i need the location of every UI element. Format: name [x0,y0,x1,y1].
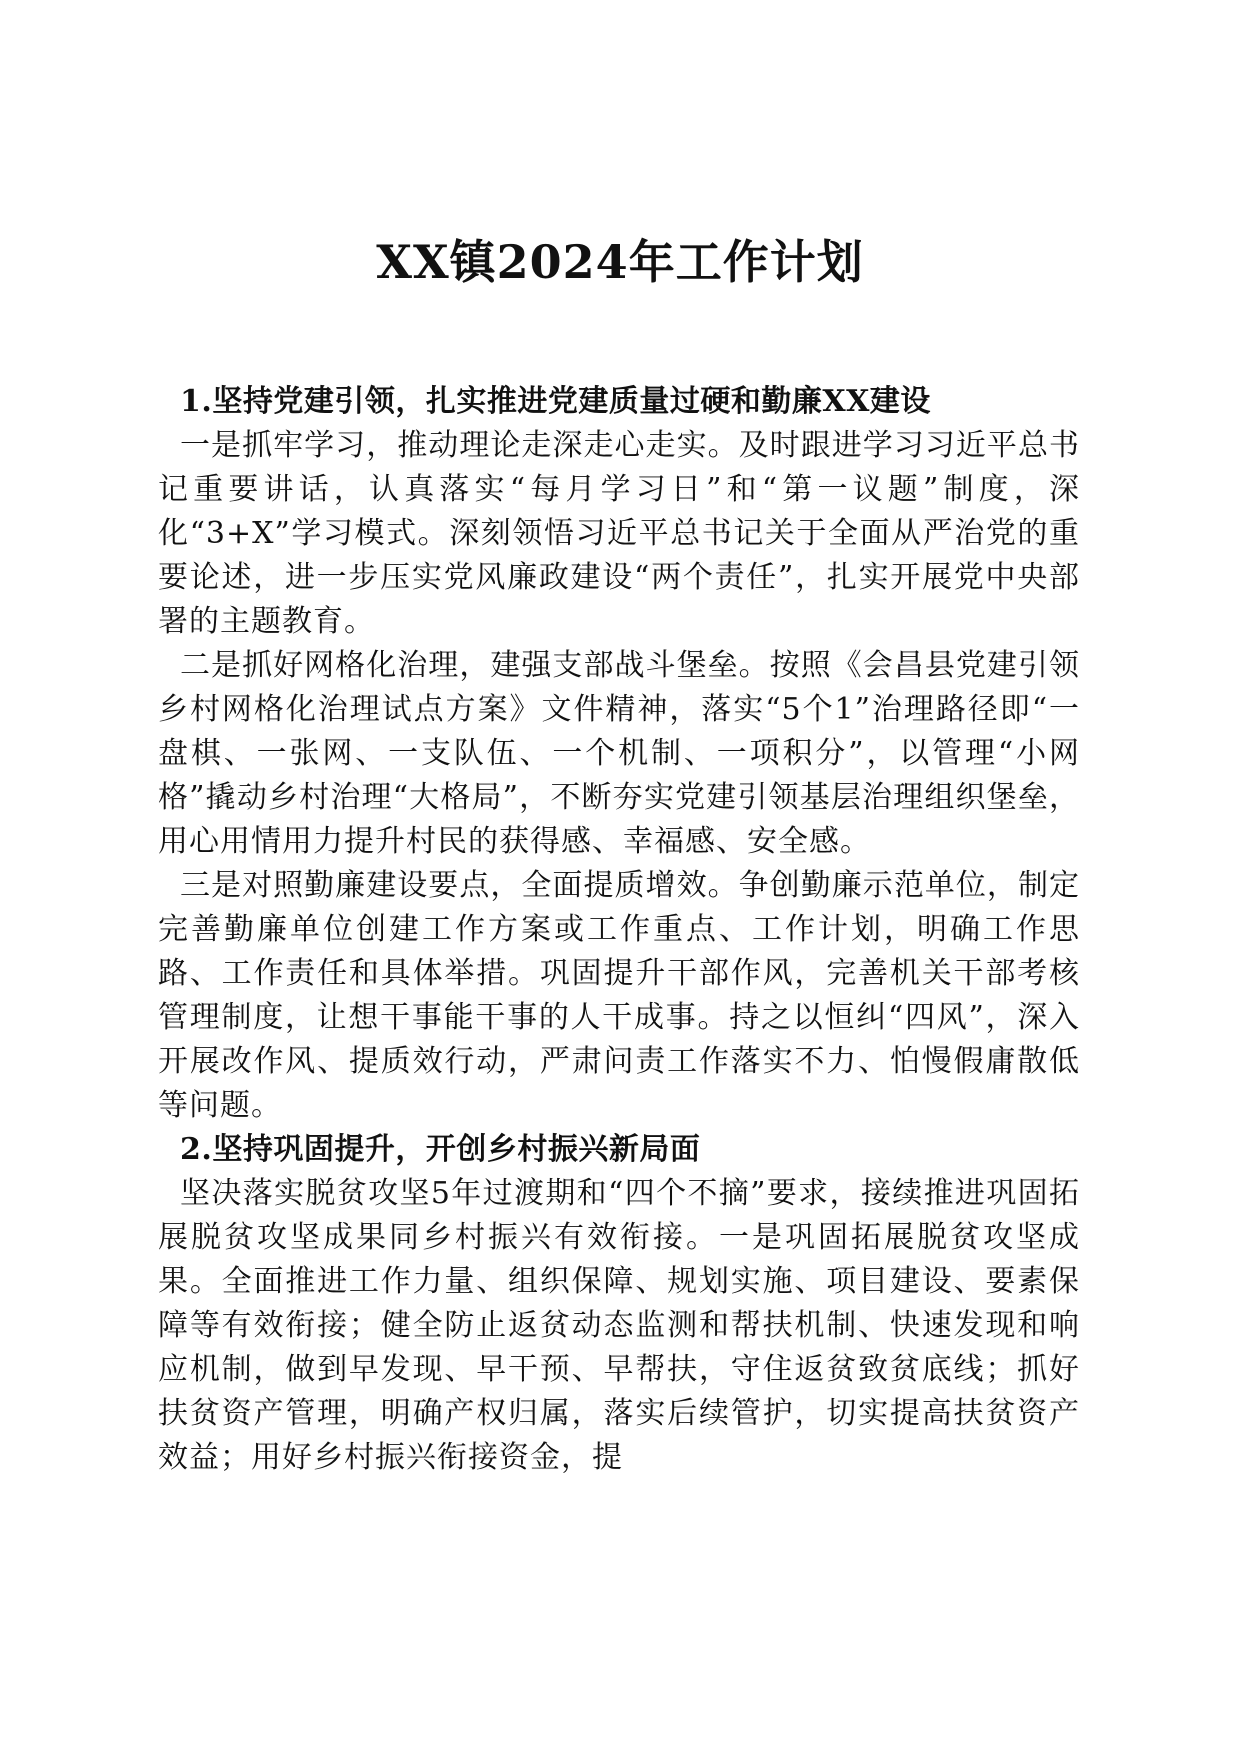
paragraph: 坚决落实脱贫攻坚5年过渡期和“四个不摘”要求，接续推进巩固拓展脱贫攻坚成果同乡村振兴有效衔接。一是巩固拓展脱贫攻坚成果。全面推进工作力量、组织保障、规划实施、项目建设、要素保障等有效衔接；健全防止返贫动态监测和帮扶机制、快速发现和响应机制，做到早发现、早干预、早帮扶，守住返贫致贫底线；抓好扶贫资产管理，明确产权归属，落实后续管护，切实提高扶贫资产效益；用好乡村振兴衔接资金，提 [158,1176,1080,1475]
section-heading: 2.坚持巩固提升，开创乡村振兴新局面 [180,1132,701,1167]
paragraph: 一是抓牢学习，推动理论走深走心走实。及时跟进学习习近平总书记重要讲话，认真落实“每月学习日”和“第一议题”制度，深化“3+X”学习模式。深刻领悟习近平总书记关于全面从严治党的重要论述，进一步压实党风廉政建设“两个责任”，扎实开展党中央部署的主题教育。 [158,428,1080,639]
document-body [158,380,1080,1480]
section-2 [158,1128,1080,1480]
paragraph: 三是对照勤廉建设要点，全面提质增效。争创勤廉示范单位，制定完善勤廉单位创建工作方案或工作重点、工作计划，明确工作思路、工作责任和具体举措。巩固提升干部作风，完善机关干部考核管理制度，让想干事能干事的人干成事。持之以恒纠“四风”，深入开展改作风、提质效行动，严肃问责工作落实不力、怕慢假庸散低等问题。 [158,868,1080,1123]
section-heading: 1.坚持党建引领，扎实推进党建质量过硬和勤廉XX建设 [180,384,931,419]
page-title: XX镇2024年工作计划 [376,235,864,289]
paragraph: 二是抓好网格化治理，建强支部战斗堡垒。按照《会昌县党建引领乡村网格化治理试点方案》文件精神，落实“5个1”治理路径即“一盘棋、一张网、一支队伍、一个机制、一项积分”，以管理“小网格”撬动乡村治理“大格局”，不断夯实党建引领基层治理组织堡垒，用心用情用力提升村民的获得感、幸福感、安全感。 [158,648,1080,859]
section-1 [158,380,1080,1128]
